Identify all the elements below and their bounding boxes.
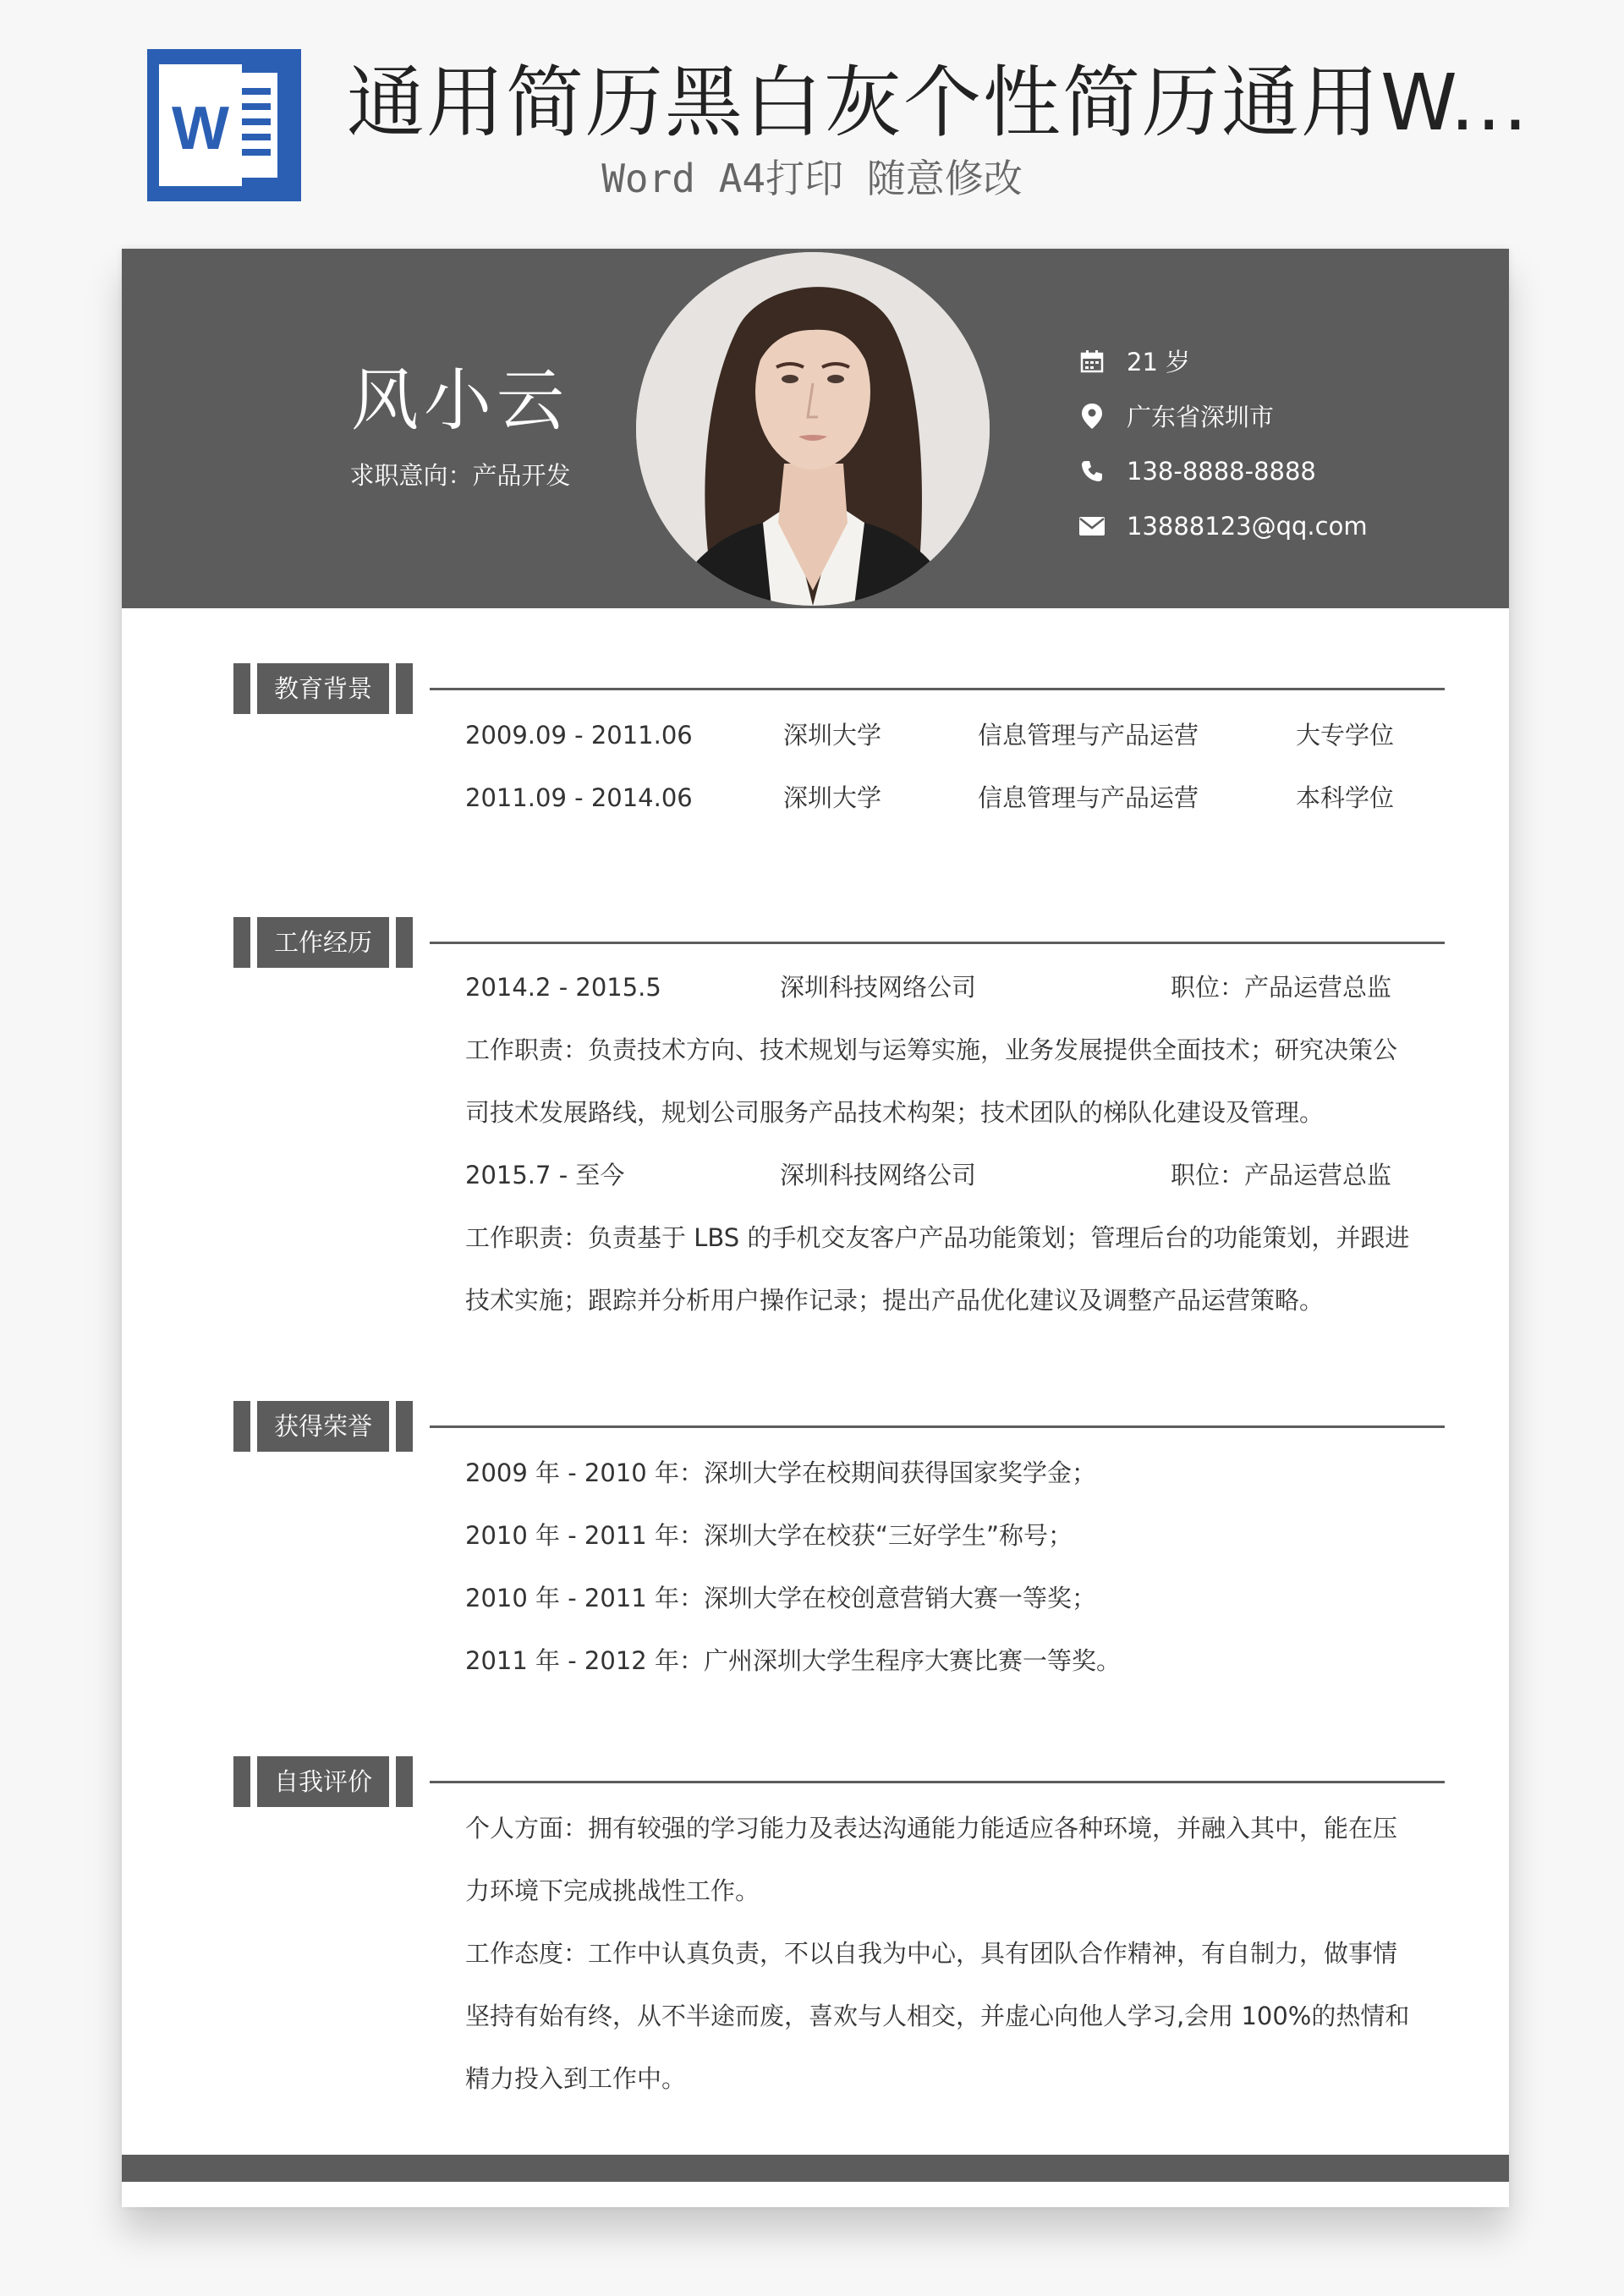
section-title: 工作经历 [257, 917, 389, 968]
phone-text: 138-8888-8888 [1127, 456, 1316, 486]
self-eval-line: 坚持有始有终，从不半途而废，喜欢与人相交，并虚心向他人学习,会用 100%的热情和 [465, 2002, 1410, 2030]
resume-sheet [122, 249, 1509, 2207]
profile-photo [636, 252, 990, 606]
contact-email [1078, 498, 1368, 553]
self-eval-line: 工作态度：工作中认真负责，不以自我为中心，具有团队合作精神，有自制力，做事情 [465, 1939, 1398, 1968]
envelope-icon [1078, 512, 1106, 541]
job-header: 2015.7 - 至今 深圳科技网络公司 职位：产品运营总监 [465, 1161, 1392, 1189]
honor-item: 2010 年 - 2011 年：深圳大学在校获“三好学生”称号； [465, 1521, 1073, 1550]
section-title: 获得荣誉 [257, 1401, 389, 1452]
candidate-name: 风小云 [351, 361, 569, 440]
honor-item: 2009 年 - 2010 年：深圳大学在校期间获得国家奖学金； [465, 1458, 1096, 1487]
self-eval-line: 精力投入到工作中。 [465, 2064, 687, 2093]
email-text: 13888123@qq.com [1127, 511, 1368, 541]
education-row: 2011.09 - 2014.06 深圳大学 信息管理与产品运营 本科学位 [465, 783, 1395, 812]
divider [430, 1425, 1445, 1428]
contact-location [1078, 388, 1368, 443]
contact-age [1078, 333, 1368, 388]
svg-text:W: W [172, 95, 229, 162]
self-eval-line: 个人方面：拥有较强的学习能力及表达沟通能力能适应各种环境，并融入其中，能在压 [465, 1814, 1398, 1843]
education-row: 2009.09 - 2011.06 深圳大学 信息管理与产品运营 大专学位 [465, 721, 1395, 750]
job-duty-line: 技术实施；跟踪并分析用户操作记录；提出产品优化建议及调整产品运营策略。 [465, 1286, 1325, 1315]
job-header: 2014.2 - 2015.5 深圳科技网络公司 职位：产品运营总监 [465, 973, 1392, 1002]
divider [430, 942, 1445, 944]
honor-item: 2011 年 - 2012 年：广州深圳大学生程序大赛比赛一等奖。 [465, 1646, 1121, 1675]
job-duty-line: 工作职责：负责基于 LBS 的手机交友客户产品功能策划；管理后台的功能策划，并跟进 [465, 1223, 1410, 1252]
self-eval-line: 力环境下完成挑战性工作。 [465, 1876, 760, 1905]
section-title: 自我评价 [257, 1756, 389, 1807]
phone-icon [1078, 457, 1106, 486]
job-intent: 求职意向：产品开发 [349, 461, 571, 490]
divider [430, 688, 1445, 690]
job-duty-line: 司技术发展路线，规划公司服务产品技术构架；技术团队的梯队化建设及管理。 [465, 1098, 1325, 1127]
footer-bar [122, 2155, 1509, 2182]
listing-title: 通用简历黑白灰个性简历通用W... [347, 58, 1530, 148]
listing-subtitle: Word A4打印 随意修改 [601, 156, 1023, 201]
calendar-icon [1078, 347, 1106, 376]
job-duty-line: 工作职责：负责技术方向、技术规划与运筹实施，业务发展提供全面技术；研究决策公 [465, 1035, 1398, 1064]
location-text: 广东省深圳市 [1127, 403, 1275, 431]
honor-item: 2010 年 - 2011 年：深圳大学在校创意营销大赛一等奖； [465, 1584, 1096, 1612]
age-text: 21 岁 [1127, 348, 1191, 376]
contact-phone [1078, 443, 1368, 498]
section-title: 教育背景 [257, 663, 389, 714]
divider [430, 1781, 1445, 1783]
location-pin-icon [1078, 402, 1106, 431]
contact-list [1078, 333, 1368, 553]
